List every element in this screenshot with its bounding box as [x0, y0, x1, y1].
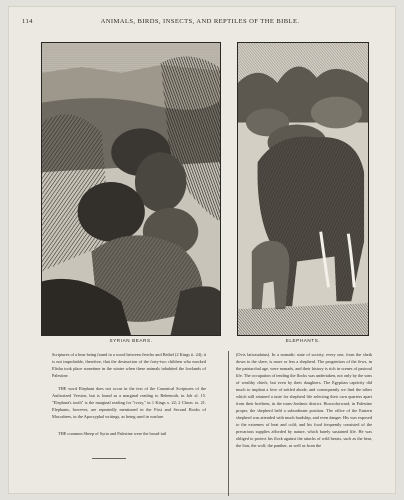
paragraph: (Ovis laticaudatus). In a nomadic state of society, every one, from the sheik down to the slave, is more or less a shepherd. The progenitors of the Jews, in the patriarchal age, were nomads, and their history is rich in scenes of pastoral life. The occupation of tending the flocks was undertaken, not only by the sons of wealthy chiefs, but even by their daughters. The Egyptian captivity did much to implant a love of settled abode, and consequently we find the tribes which still retained a taste for shepherd life selecting their own quarters apart from their brethren, in the trans-Jordanic district. Howsoforward, in Palestine proper, the shepherd held a subordinate position. The office of the Eastern shepherd was attended with much hardship, and even danger. His was exposed to the extremes of heat and cold; and his food frequently consisted of the precarious supplies afforded by nature, which barely sustained life. He was obliged to protect his flock against the attacks of wild beasts, such as the bear, the lion, the wolf, the panther, as well as from the: [236, 352, 372, 448]
running-title: ANIMALS, BIRDS, INSECTS, AND REPTILES OF THE BIBLE.: [100, 18, 300, 25]
figure-caption: SYRIAN BEARS.: [109, 338, 153, 343]
engraving-bears: [41, 42, 221, 336]
section-rule: [92, 458, 126, 459]
right-column: [236, 351, 372, 455]
figure-elephants: [237, 42, 369, 348]
bears-illustration: [42, 43, 220, 335]
paragraph: THE common Sheep of Syria and Palestine were the broad-tail: [58, 431, 167, 436]
page-number: 114: [22, 18, 33, 25]
column-divider: [228, 351, 229, 496]
figure-syrian-bears: [41, 42, 221, 348]
running-head: [22, 18, 378, 30]
elephants-illustration: [238, 43, 368, 335]
paragraph: Scriptures of a bear being found in a wood between Jericho and Bethel (2 Kings ii. 24); it is not improbable, therefore, that the destruction of the forty-two children who mocked Elisha took place sometime in the winter when these animals inhabited the lowlands of Palestine.: [52, 352, 206, 378]
figure-caption: ELEPHANTS.: [285, 338, 321, 343]
engraving-elephants: [237, 42, 369, 336]
paragraph: THE word Elephant does not occur in the text of the Canonical Scriptures of the Authorized Version, but is found as a marginal reading to Behemoth, in Job xl. 15. "Elephant's tooth" is the marginal reading for "ivory," in 1 Kings x. 22; 2 Chron. ix. 21. Elephants, however, are repeatedly mentioned in the First and Second Books of Maccabees, in the Apocryphal writings, as being used in warfare.: [52, 386, 206, 419]
book-page: [8, 6, 396, 494]
left-column: [52, 351, 206, 443]
